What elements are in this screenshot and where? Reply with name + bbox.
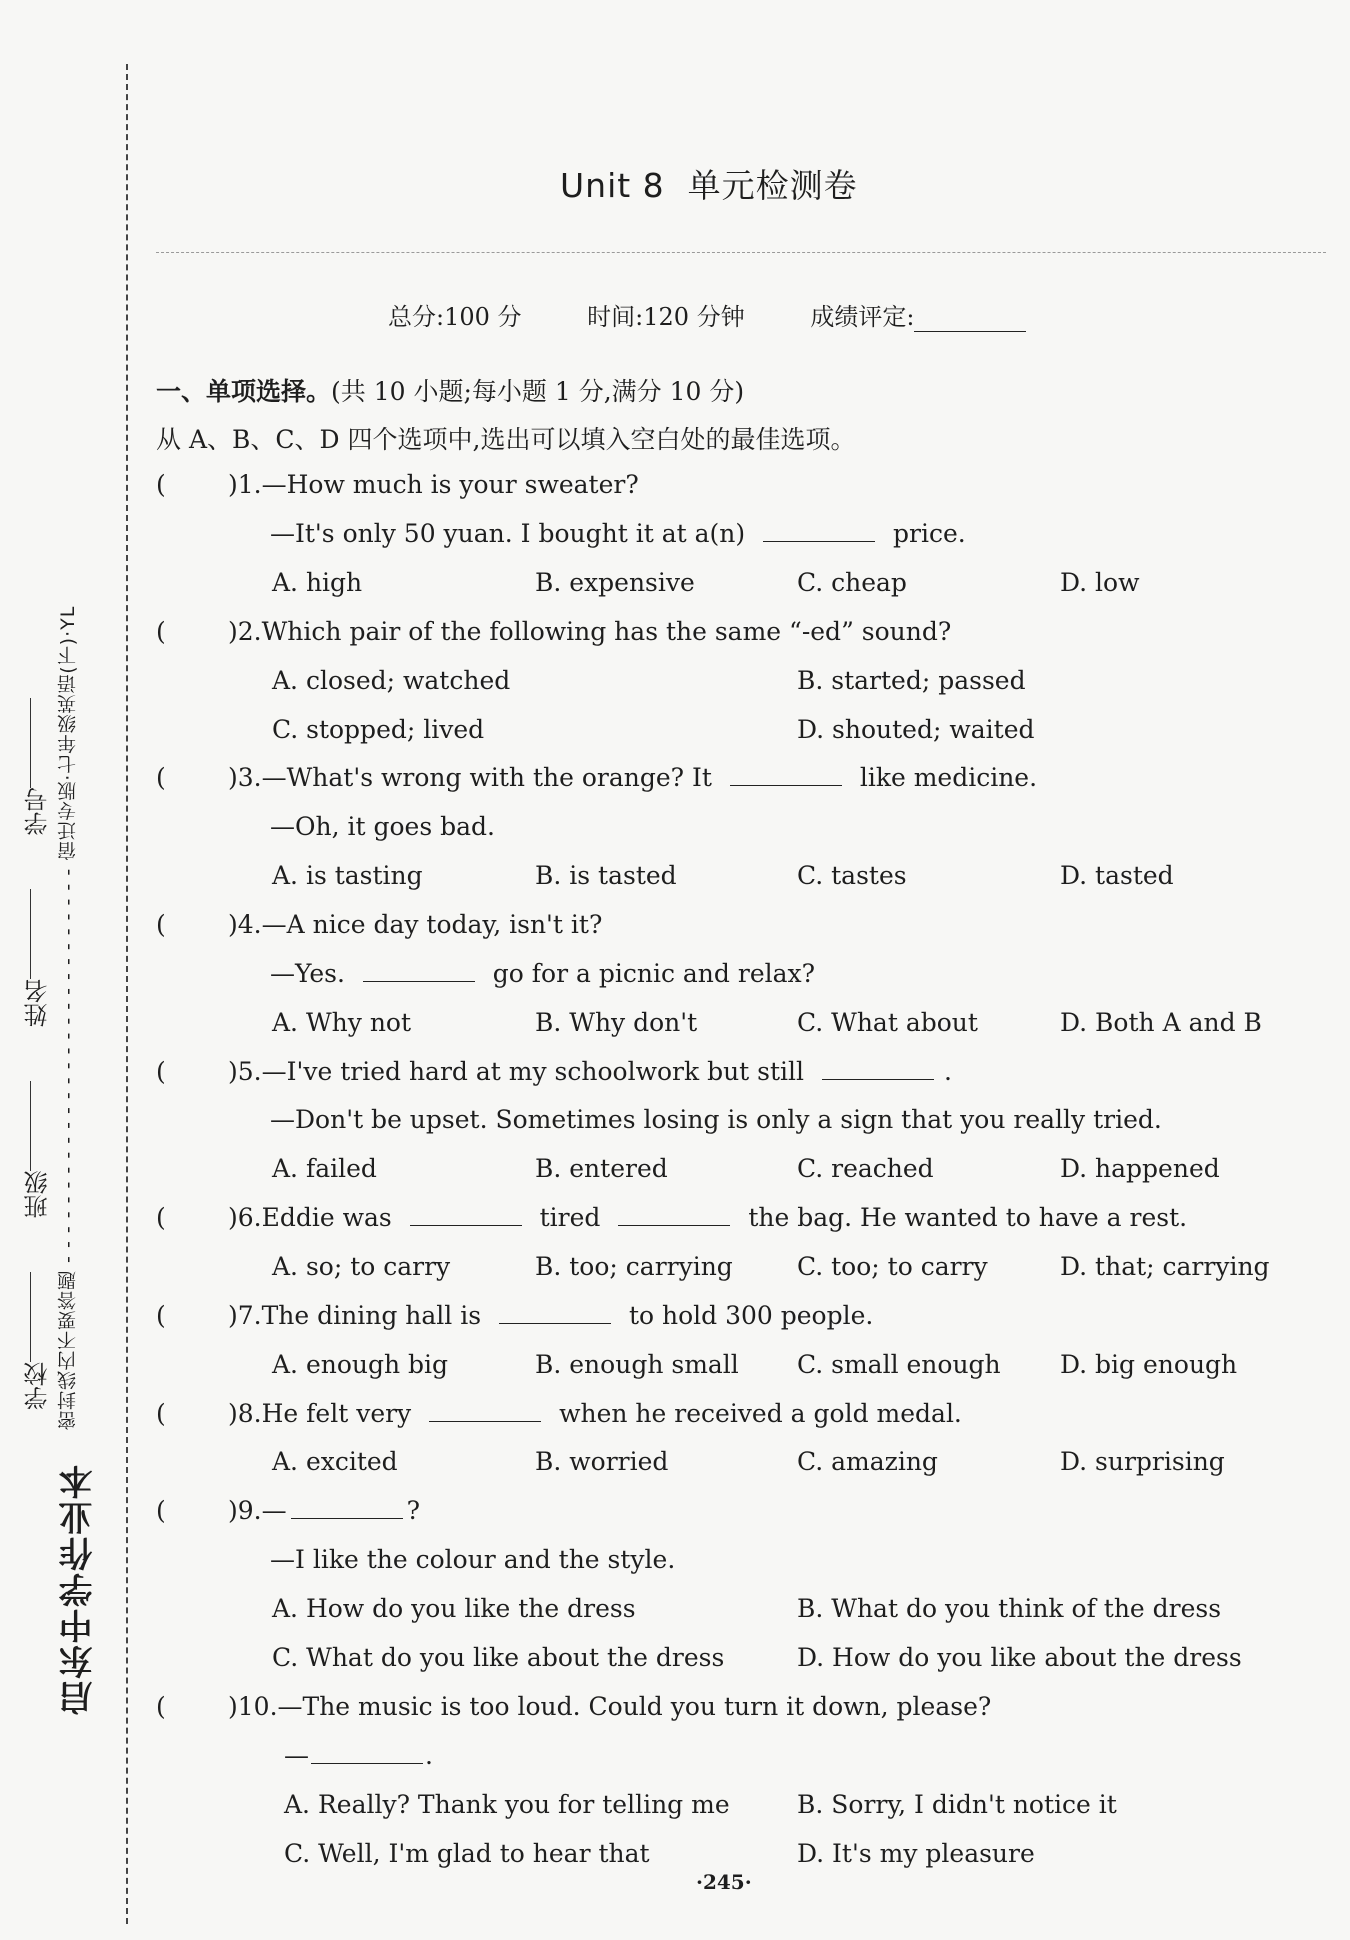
section-title: 一、单项选择。(共 10 小题;每小题 1 分,满分 10 分) (156, 377, 745, 406)
q2-option-d[interactable]: D. shouted; waited (797, 715, 1035, 744)
answer-blank[interactable] (291, 1496, 403, 1519)
question-2: ( )2.Which pair of the following has the same “-ed” sound? (156, 617, 952, 646)
time-limit: 时间:120 分钟 (587, 303, 745, 331)
q3-option-c[interactable]: C. tastes (797, 861, 907, 890)
q7-option-b[interactable]: B. enough small (535, 1350, 739, 1379)
q5-option-c[interactable]: C. reached (797, 1154, 934, 1183)
q6-option-c[interactable]: C. too; to carry (797, 1252, 988, 1281)
page-title: Unit 8 单元检测卷 (560, 166, 858, 205)
q1-option-b[interactable]: B. expensive (535, 568, 695, 597)
field-name-line[interactable] (31, 889, 32, 979)
q2-option-c[interactable]: C. stopped; lived (272, 715, 485, 744)
section-instruction: 从 A、B、C、D 四个选项中,选出可以填入空白处的最佳选项。 (156, 425, 856, 454)
seal-note: 密封线内不要答题 (57, 1270, 79, 1430)
binding-margin-info (54, 280, 94, 1430)
answer-blank[interactable] (822, 1057, 934, 1080)
q2-option-b[interactable]: B. started; passed (797, 666, 1026, 695)
q8-option-d[interactable]: D. surprising (1060, 1447, 1225, 1476)
q4-option-b[interactable]: B. Why don't (535, 1008, 698, 1037)
q3-option-b[interactable]: B. is tasted (535, 861, 677, 890)
q7-option-c[interactable]: C. small enough (797, 1350, 1001, 1379)
q8-option-b[interactable]: B. worried (535, 1447, 669, 1476)
q6-option-d[interactable]: D. that; carrying (1060, 1252, 1270, 1281)
question-6: ( )6.Eddie was tired the bag. He wanted to have a rest. (156, 1203, 1188, 1232)
answer-blank[interactable] (618, 1203, 730, 1226)
field-school: 学校 (24, 1362, 52, 1410)
field-id: 学号 (24, 787, 52, 836)
q8-option-a[interactable]: A. excited (272, 1447, 398, 1476)
q7-option-a[interactable]: A. enough big (272, 1350, 449, 1379)
q6-option-b[interactable]: B. too; carrying (535, 1252, 733, 1281)
q10-option-c[interactable]: C. Well, I'm glad to hear that (284, 1839, 650, 1868)
q9-option-d[interactable]: D. How do you like about the dress (797, 1643, 1242, 1672)
seal-dashed-line (126, 64, 128, 1924)
q9-option-a[interactable]: A. How do you like the dress (272, 1594, 636, 1623)
grade-blank[interactable] (914, 309, 1026, 332)
field-name: 姓名 (24, 979, 52, 1028)
q3-option-d[interactable]: D. tasted (1060, 861, 1174, 890)
field-id-line[interactable] (31, 698, 32, 788)
q8-option-c[interactable]: C. amazing (797, 1447, 938, 1476)
field-class-line[interactable] (31, 1081, 32, 1171)
title-divider (156, 252, 1326, 253)
total-score: 总分:100 分 (388, 303, 522, 331)
q4-option-c[interactable]: C. What about (797, 1008, 978, 1037)
q10-option-a[interactable]: A. Really? Thank you for telling me (284, 1790, 730, 1819)
question-3-line-2: —Oh, it goes bad. (270, 812, 495, 841)
question-10: ( )10.—The music is too loud. Could you turn it down, please? (156, 1692, 992, 1721)
question-3: ( )3.—What's wrong with the orange? It like medicine. (156, 763, 1038, 792)
field-class: 班级 (24, 1170, 52, 1219)
edition-info: 宿迁专版·七年级英语(下)·YL (57, 605, 79, 861)
school-name: 启东中学作业本 (59, 1463, 99, 1715)
student-fields (20, 560, 50, 1410)
question-4: ( )4.—A nice day today, isn't it? (156, 910, 603, 939)
question-1: ( )1.—How much is your sweater? (156, 470, 639, 499)
q4-option-d[interactable]: D. Both A and B (1060, 1008, 1262, 1037)
question-9: ( )9.— ? (156, 1496, 421, 1525)
question-8: ( )8.He felt very when he received a gold medal. (156, 1399, 962, 1428)
q5-option-d[interactable]: D. happened (1060, 1154, 1220, 1183)
question-1-line-2: —It's only 50 yuan. I bought it at a(n) price. (270, 519, 966, 548)
question-4-line-2: —Yes. go for a picnic and relax? (270, 959, 816, 988)
q3-option-a[interactable]: A. is tasting (272, 861, 423, 890)
answer-blank[interactable] (499, 1301, 611, 1324)
q9-option-c[interactable]: C. What do you like about the dress (272, 1643, 725, 1672)
q1-option-d[interactable]: D. low (1060, 568, 1140, 597)
q2-option-a[interactable]: A. closed; watched (272, 666, 511, 695)
q10-option-b[interactable]: B. Sorry, I didn't notice it (797, 1790, 1117, 1819)
dash-spacer: - - - - - - - - - - - - - - - - - - - - - - - - - - - (57, 867, 79, 1263)
question-10-line-2: — . (284, 1741, 433, 1770)
answer-blank[interactable] (410, 1203, 522, 1226)
page-number: ·245· (696, 1870, 752, 1894)
grade-label: 成绩评定: (810, 303, 1026, 331)
question-9-line-2: —I like the colour and the style. (270, 1545, 676, 1574)
q1-option-c[interactable]: C. cheap (797, 568, 907, 597)
q6-option-a[interactable]: A. so; to carry (272, 1252, 451, 1281)
answer-blank[interactable] (311, 1741, 423, 1764)
answer-blank[interactable] (429, 1399, 541, 1422)
question-5-line-2: —Don't be upset. Sometimes losing is only a sign that you really tried. (270, 1105, 1162, 1134)
q10-option-d[interactable]: D. It's my pleasure (797, 1839, 1035, 1868)
q5-option-a[interactable]: A. failed (272, 1154, 377, 1183)
q7-option-d[interactable]: D. big enough (1060, 1350, 1238, 1379)
answer-blank[interactable] (763, 519, 875, 542)
answer-blank[interactable] (730, 763, 842, 786)
q5-option-b[interactable]: B. entered (535, 1154, 668, 1183)
q1-option-a[interactable]: A. high (272, 568, 363, 597)
field-school-line[interactable] (31, 1272, 32, 1362)
score-info (388, 297, 1026, 332)
answer-blank[interactable] (363, 959, 475, 982)
question-5: ( )5.—I've tried hard at my schoolwork but still . (156, 1057, 952, 1086)
q4-option-a[interactable]: A. Why not (272, 1008, 412, 1037)
q9-option-b[interactable]: B. What do you think of the dress (797, 1594, 1222, 1623)
question-7: ( )7.The dining hall is to hold 300 people. (156, 1301, 874, 1330)
